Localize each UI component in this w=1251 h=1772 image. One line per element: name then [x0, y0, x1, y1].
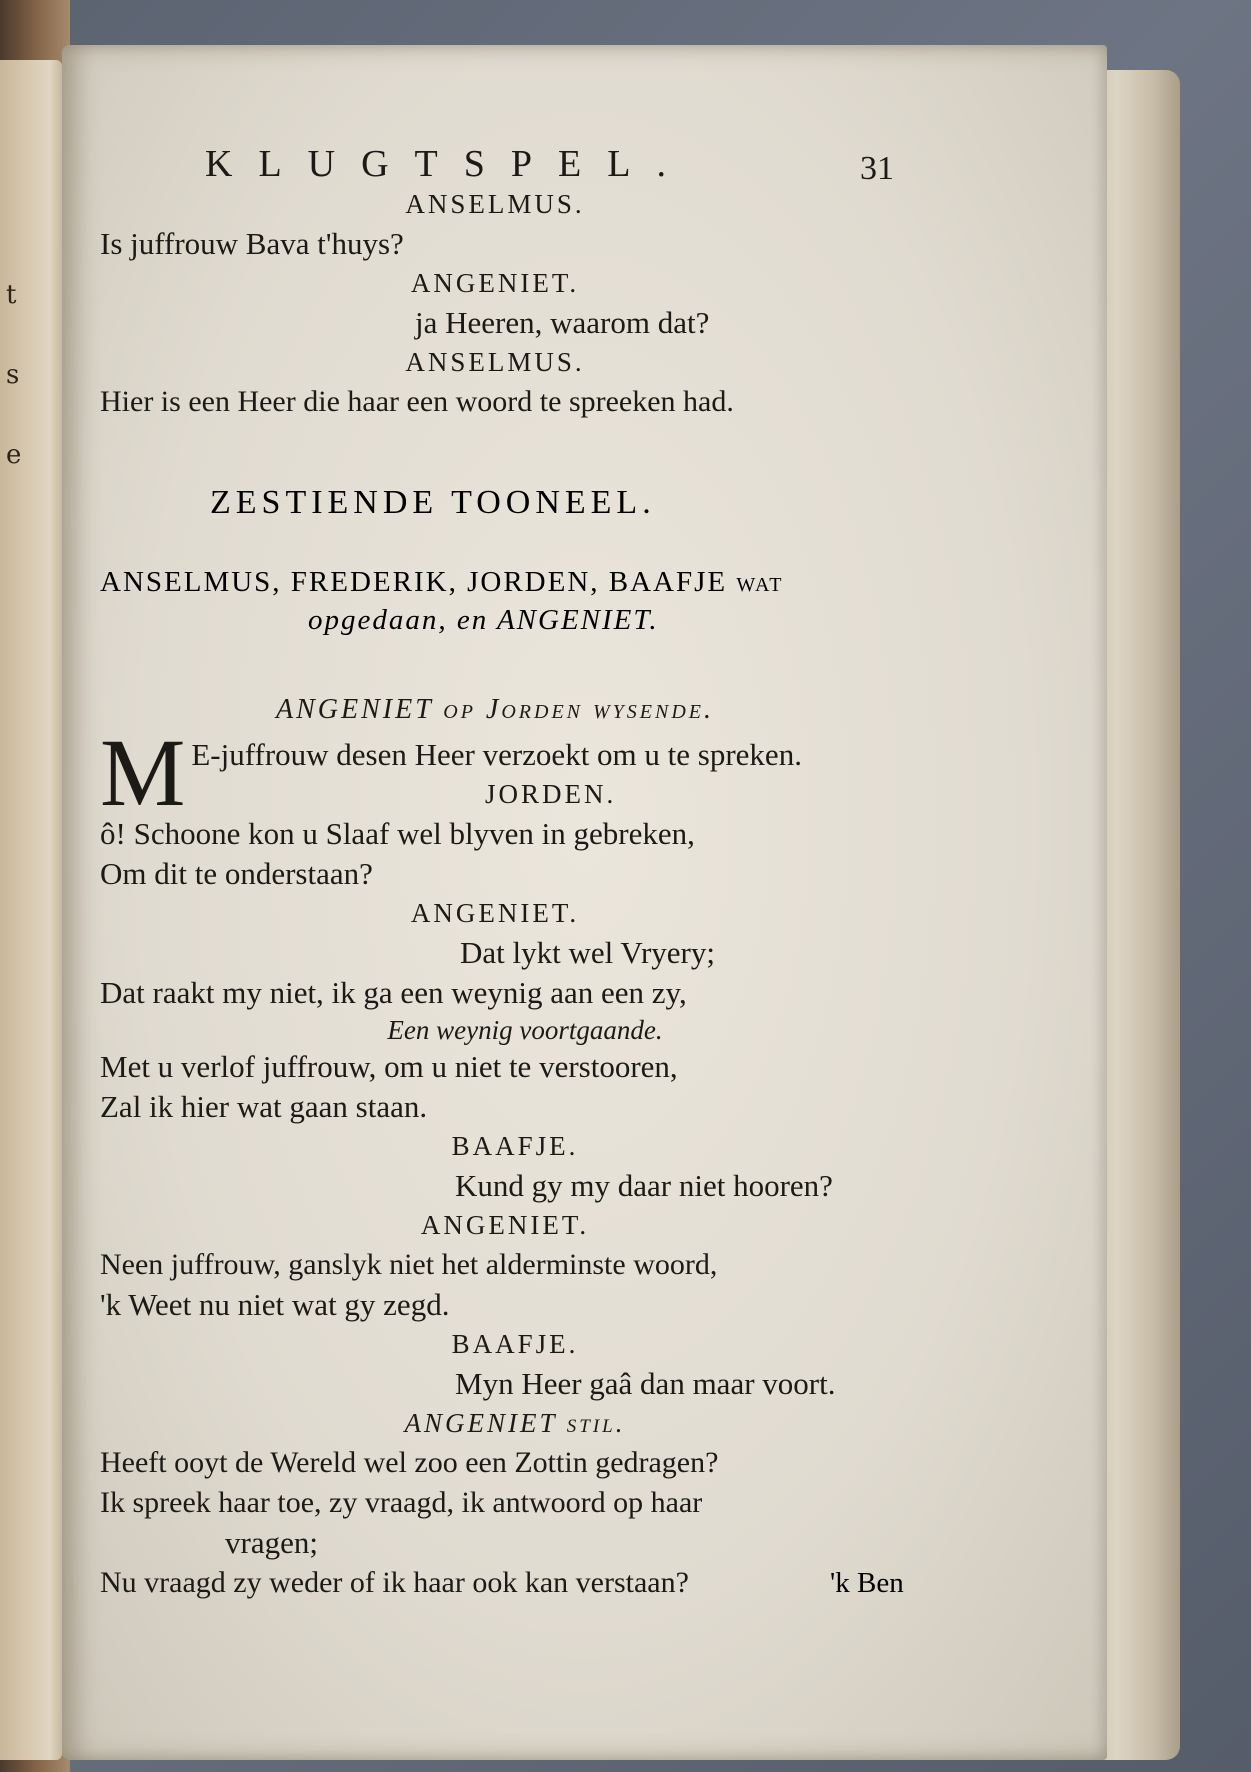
page-number: 31 — [860, 150, 894, 187]
text-block-top — [100, 185, 950, 422]
facing-page-letter: e — [6, 440, 22, 470]
verse-line: Heeft ooyt de Wereld wel zoo een Zottin gedragen? — [100, 1446, 719, 1479]
cast-list: ANSELMUS, FREDERIK, JORDEN, BAAFJE wat — [100, 566, 784, 598]
scene-title: ZESTIENDE TOONEEL. — [210, 484, 656, 521]
verse-line: ja Heeren, waarom dat? — [415, 305, 710, 340]
speaker-name: ANGENIET. — [410, 268, 580, 298]
verse-line: 'k Weet nu niet wat gy zegd. — [100, 1287, 450, 1322]
speaker-name: BAAFJE. — [451, 1131, 579, 1161]
speaker-name: ANGENIET. — [410, 898, 580, 928]
running-head: KLUGTSPEL. — [205, 143, 692, 185]
verse-line: Dat lykt wel Vryery; — [460, 935, 715, 970]
verse-line: ô! Schoone kon u Slaaf wel blyven in gebreken, — [100, 816, 695, 851]
verse-line: Om dit te onderstaan? — [100, 856, 373, 891]
verse-line: Myn Heer gaâ dan maar voort. — [455, 1366, 836, 1401]
verse-line: Hier is een Heer die haar een woord te spreeken had. — [100, 385, 734, 418]
speaker-name: ANGENIET stil. — [404, 1408, 626, 1438]
speaker-name: ANSELMUS. — [405, 189, 585, 219]
facing-page-edge — [0, 60, 62, 1760]
verse-line: Ik spreek haar toe, zy vraagd, ik antwoord op haar — [100, 1486, 703, 1519]
verse-line: Met u verlof juffrouw, om u niet te verstooren, — [100, 1049, 678, 1084]
verse-line: Dat raakt my niet, ik ga een weynig aan een zy, — [100, 975, 687, 1010]
verse-line: Neen juffrouw, ganslyk niet het alderminste woord, — [100, 1248, 718, 1281]
drop-cap: M — [100, 719, 186, 826]
speaker-name: JORDEN. — [485, 779, 617, 809]
speaker-name: BAAFJE. — [451, 1329, 579, 1359]
verse-line: Zal ik hier wat gaan staan. — [100, 1089, 428, 1124]
facing-page-letter: t — [6, 280, 17, 310]
facing-page-letter: s — [6, 360, 20, 390]
catchword: 'k Ben — [830, 1567, 904, 1599]
stage-direction: ANGENIET op Jorden wysende. — [275, 694, 715, 725]
verse-line: vragen; — [225, 1525, 318, 1560]
cast-list-continuation: opgedaan, en ANGENIET. — [308, 604, 659, 636]
verse-line: Nu vraagd zy weder of ik haar ook kan verstaan? — [100, 1566, 689, 1599]
text-block-main — [100, 690, 950, 1603]
speaker-name: ANGENIET. — [420, 1210, 590, 1240]
verse-line: E-juffrouw desen Heer verzoekt om u te spreken. — [191, 737, 802, 772]
verse-line: Is juffrouw Bava t'huys? — [100, 226, 404, 261]
stage-direction: Een weynig voortgaande. — [387, 1015, 663, 1045]
speaker-name: ANSELMUS. — [405, 347, 585, 377]
verse-line: Kund gy my daar niet hooren? — [455, 1168, 833, 1203]
